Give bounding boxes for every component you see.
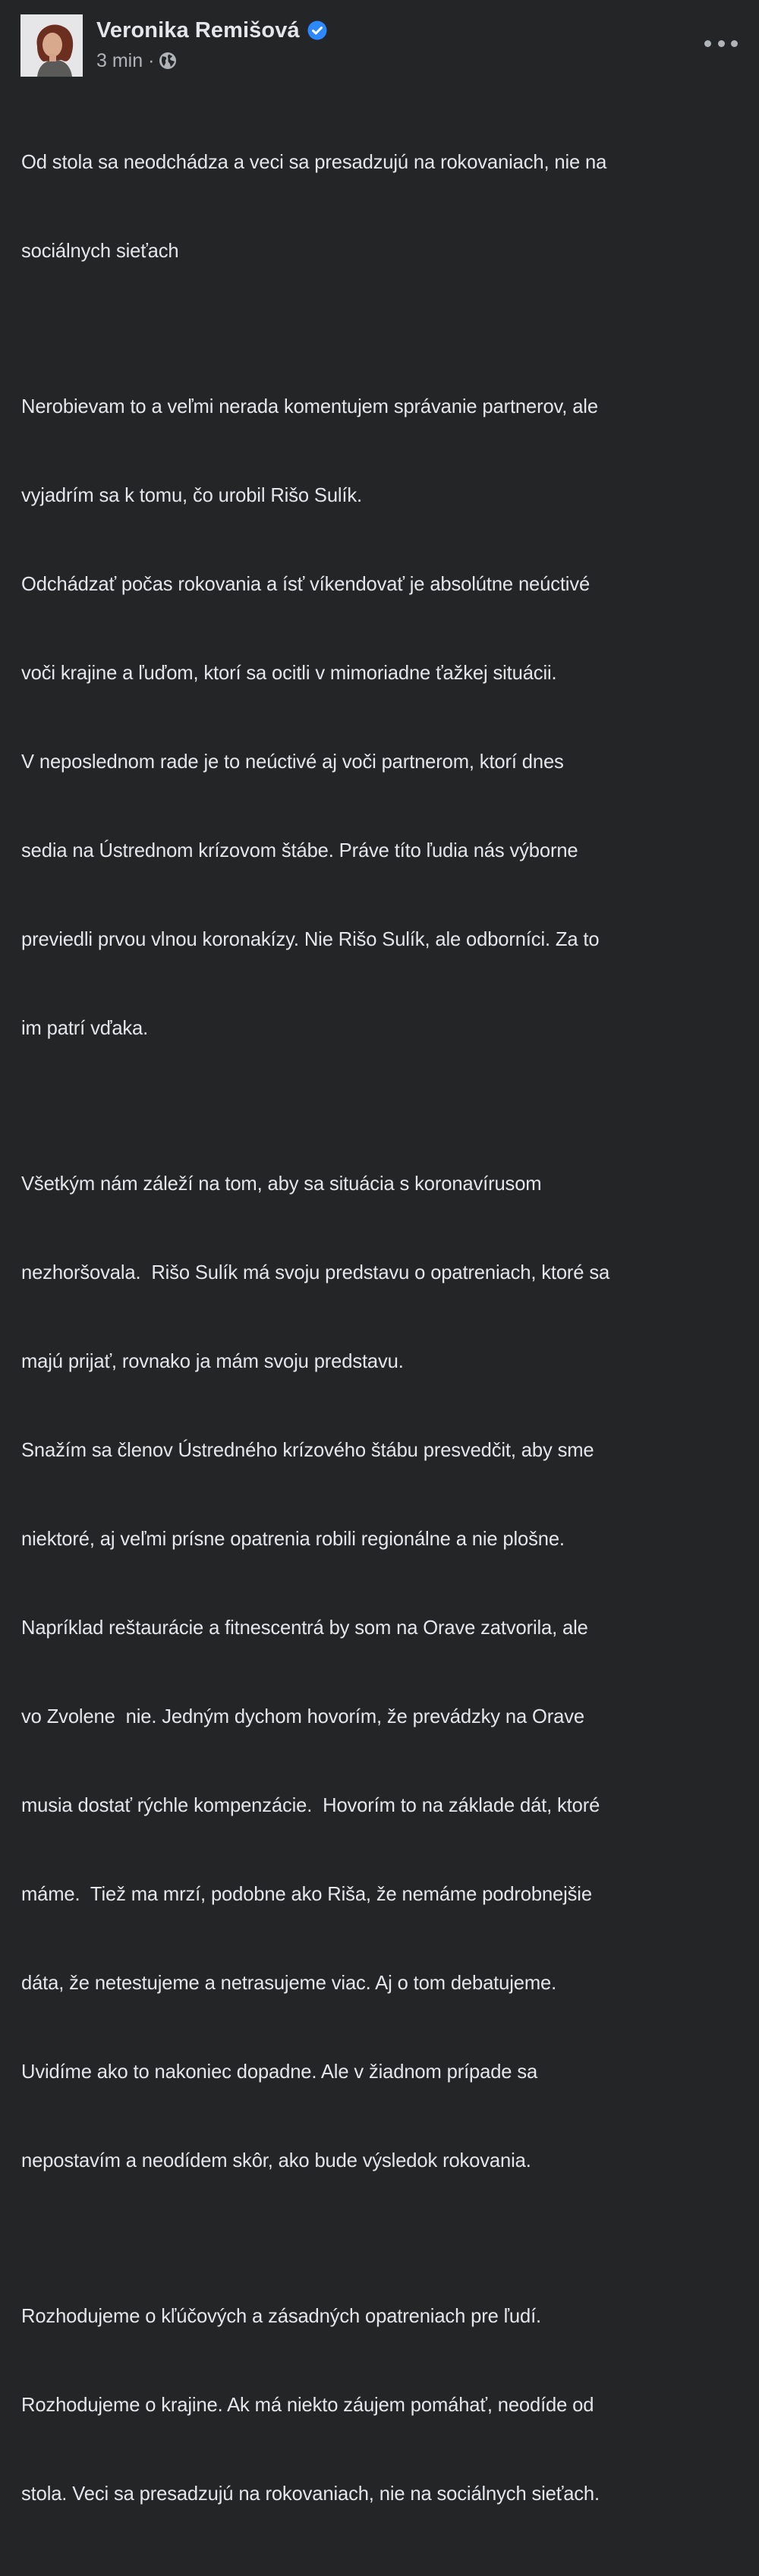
post-text-line: voči krajine a ľuďom, ktorí sa ocitli v mimoriadne ťažkej situácii. xyxy=(21,663,557,684)
post-text-line: vyjadrím sa k tomu, čo urobil Rišo Sulík. xyxy=(21,485,363,506)
post-text-line: vo Zvolene nie. Jedným dychom hovorím, že prevádzky na Orave xyxy=(21,1706,584,1727)
post-text-line: previedli prvou vlnou koronakízy. Nie Rišo Sulík, ale odborníci. Za to xyxy=(21,929,600,950)
post-text-line: Od stola sa neodchádza a veci sa presadzujú na rokovaniach, nie na xyxy=(21,152,607,173)
post-paragraph-3 xyxy=(21,1110,750,2235)
post-text-line: Nerobievam to a veľmi nerada komentujem správanie partnerov, ale xyxy=(21,396,598,417)
verified-badge-icon xyxy=(307,20,327,40)
globe-icon[interactable] xyxy=(159,52,177,70)
post-text-line: nepostavím a neodídem skôr, ako bude výsledok rokovania. xyxy=(21,2150,531,2171)
profile-photo-icon xyxy=(20,14,83,77)
post-text-line: máme. Tiež ma mrzí, podobne ako Riša, že nemáme podrobnejšie xyxy=(21,1884,592,1905)
post-text-line: Snažím sa členov Ústredného krízového štábu presvedčit, aby sme xyxy=(21,1440,594,1461)
post-header xyxy=(0,0,759,83)
more-options-button[interactable] xyxy=(704,34,738,52)
post-meta xyxy=(96,49,177,73)
post-text-line: Uvidíme ako to nakoniec dopadne. Ale v žiadnom prípade sa xyxy=(21,2061,538,2083)
post-text-line: niektoré, aj veľmi prísne opatrenia robili regionálne a nie plošne. xyxy=(21,1529,565,1550)
post-text-line: majú prijať, rovnako ja mám svoju predstavu. xyxy=(21,1351,404,1372)
more-horizontal-icon-dot xyxy=(704,40,711,47)
author-name[interactable]: Veronika Remišová xyxy=(96,17,300,43)
meta-separator: · xyxy=(148,49,155,71)
post-text-line: dáta, že netestujeme a netrasujeme viac. Aj o tom debatujeme. xyxy=(21,1973,557,1994)
author-row xyxy=(96,15,327,46)
post-timestamp[interactable]: 3 min xyxy=(96,49,143,71)
post-text-line: nezhoršovala. Rišo Sulík má svoju predstavu o opatreniach, ktoré sa xyxy=(21,1262,610,1283)
post-paragraph-1 xyxy=(21,89,750,326)
post-text-line: Napríklad reštaurácie a fitnescentrá by som na Orave zatvorila, ale xyxy=(21,1617,588,1639)
author-avatar[interactable] xyxy=(20,14,83,77)
post-text-line: sedia na Ústrednom krízovom štábe. Práve títo ľudia nás výborne xyxy=(21,840,578,861)
post-text-line: Odchádzať počas rokovania a ísť víkendovať je absolútne neúctivé xyxy=(21,574,591,595)
post-text-line: Rozhodujeme o krajine. Ak má niekto záujem pomáhať, neodíde od xyxy=(21,2395,594,2416)
post-paragraph-2 xyxy=(21,333,750,1103)
post-paragraph-4 xyxy=(21,2243,750,2568)
post-text-line: musia dostať rýchle kompenzácie. Hovorím to na základe dát, ktoré xyxy=(21,1795,600,1816)
post-text-line: im patrí vďaka. xyxy=(21,1018,149,1039)
post-text-line: Rozhodujeme o kľúčových a zásadných opatreniach pre ľudí. xyxy=(21,2306,542,2327)
post-body xyxy=(21,89,750,2576)
more-horizontal-icon-dot xyxy=(718,40,725,47)
post-text-line: stola. Veci sa presadzujú na rokovaniach, nie na sociálnych sieťach. xyxy=(21,2483,600,2505)
more-horizontal-icon-dot xyxy=(731,40,738,47)
post-text-line: V neposlednom rade je to neúctivé aj voči partnerom, ktorí dnes xyxy=(21,751,564,773)
post-text-line: Všetkým nám záleží na tom, aby sa situácia s koronavírusom xyxy=(21,1173,542,1195)
post-text-line: sociálnych sieťach xyxy=(21,241,179,262)
